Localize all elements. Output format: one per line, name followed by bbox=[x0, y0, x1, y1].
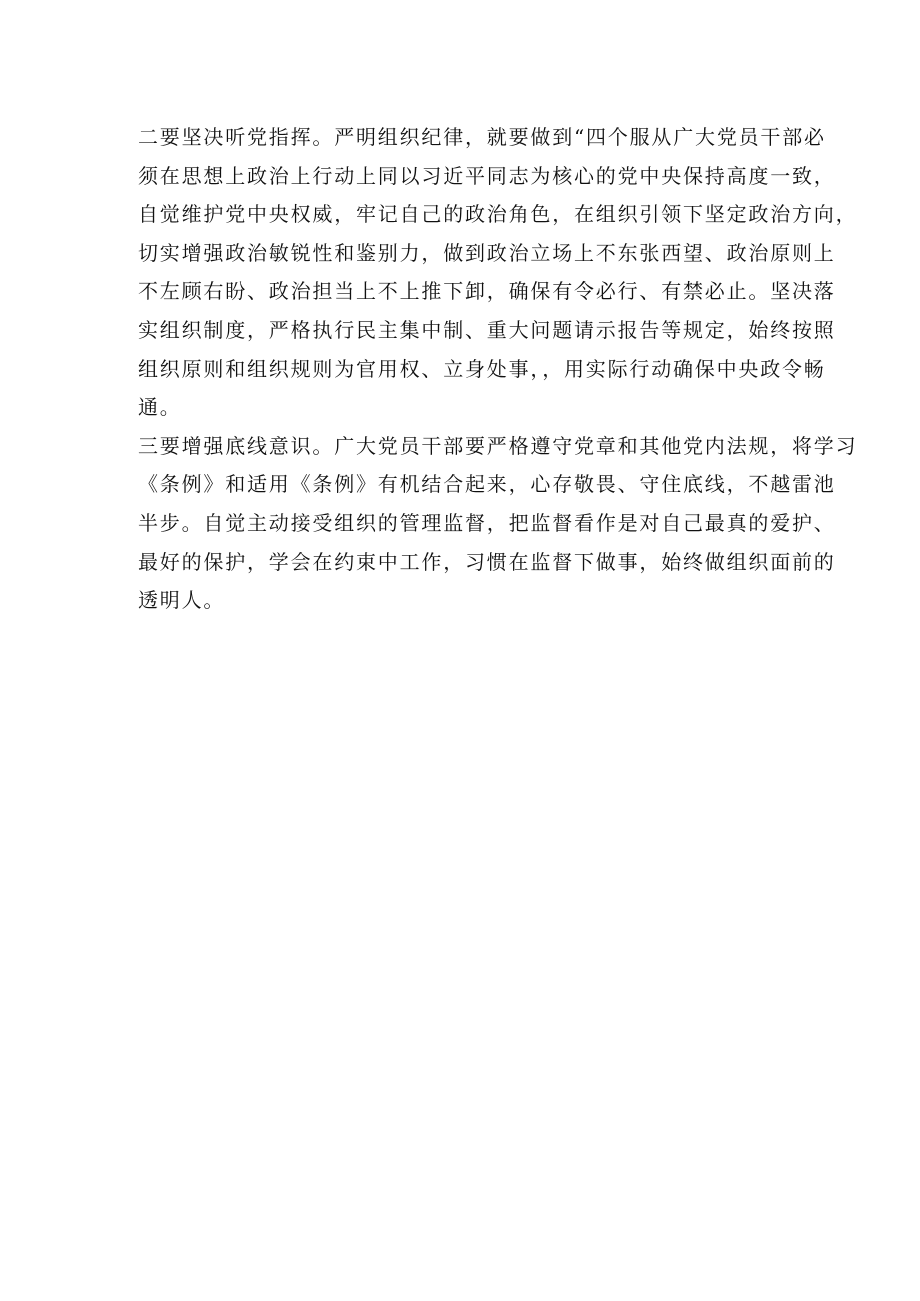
text-line: 三要增强底线意识。广大党员干部要严格遵守党章和其他党内法规，将学习 bbox=[138, 433, 858, 458]
text-line: 组织原则和组织规则为官用权、立身处事，，用实际行动确保中央政令畅 bbox=[138, 356, 826, 381]
text-line: 自觉维护党中央权威，牢记自己的政治角色，在组织引领下坚定政治方向， bbox=[138, 202, 858, 227]
text-line: 切实增强政治敏锐性和鉴别力，做到政治立场上不东张西望、政治原则上 bbox=[138, 240, 836, 265]
paragraph-bottom-line-awareness bbox=[138, 427, 858, 620]
document-body bbox=[138, 118, 858, 620]
text-line: 通。 bbox=[138, 395, 182, 420]
text-line: 半步。自觉主动接受组织的管理监督，把监督看作是对自己最真的爱护、 bbox=[138, 510, 836, 535]
text-line: 不左顾右盼、政治担当上不上推下卸，确保有令必行、有禁必止。坚决落 bbox=[138, 279, 836, 304]
text-line: 二要坚决听党指挥。严明组织纪律，就要做到“四个服从广大党员干部必 bbox=[138, 125, 826, 149]
text-line: 透明人。 bbox=[138, 588, 226, 613]
text-line: 须在思想上政治上行动上同以习近平同志为核心的党中央保持高度一致， bbox=[138, 163, 836, 188]
text-line: 实组织制度，严格执行民主集中制、重大问题请示报告等规定，始终按照 bbox=[138, 317, 836, 342]
text-line: 最好的保护，学会在约束中工作，习惯在监督下做事，始终做组织面前的 bbox=[138, 549, 836, 574]
text-line: 《条例》和适用《条例》有机结合起来，心存敬畏、守住底线，不越雷池 bbox=[138, 472, 836, 497]
paragraph-obey-party-command bbox=[138, 118, 858, 427]
